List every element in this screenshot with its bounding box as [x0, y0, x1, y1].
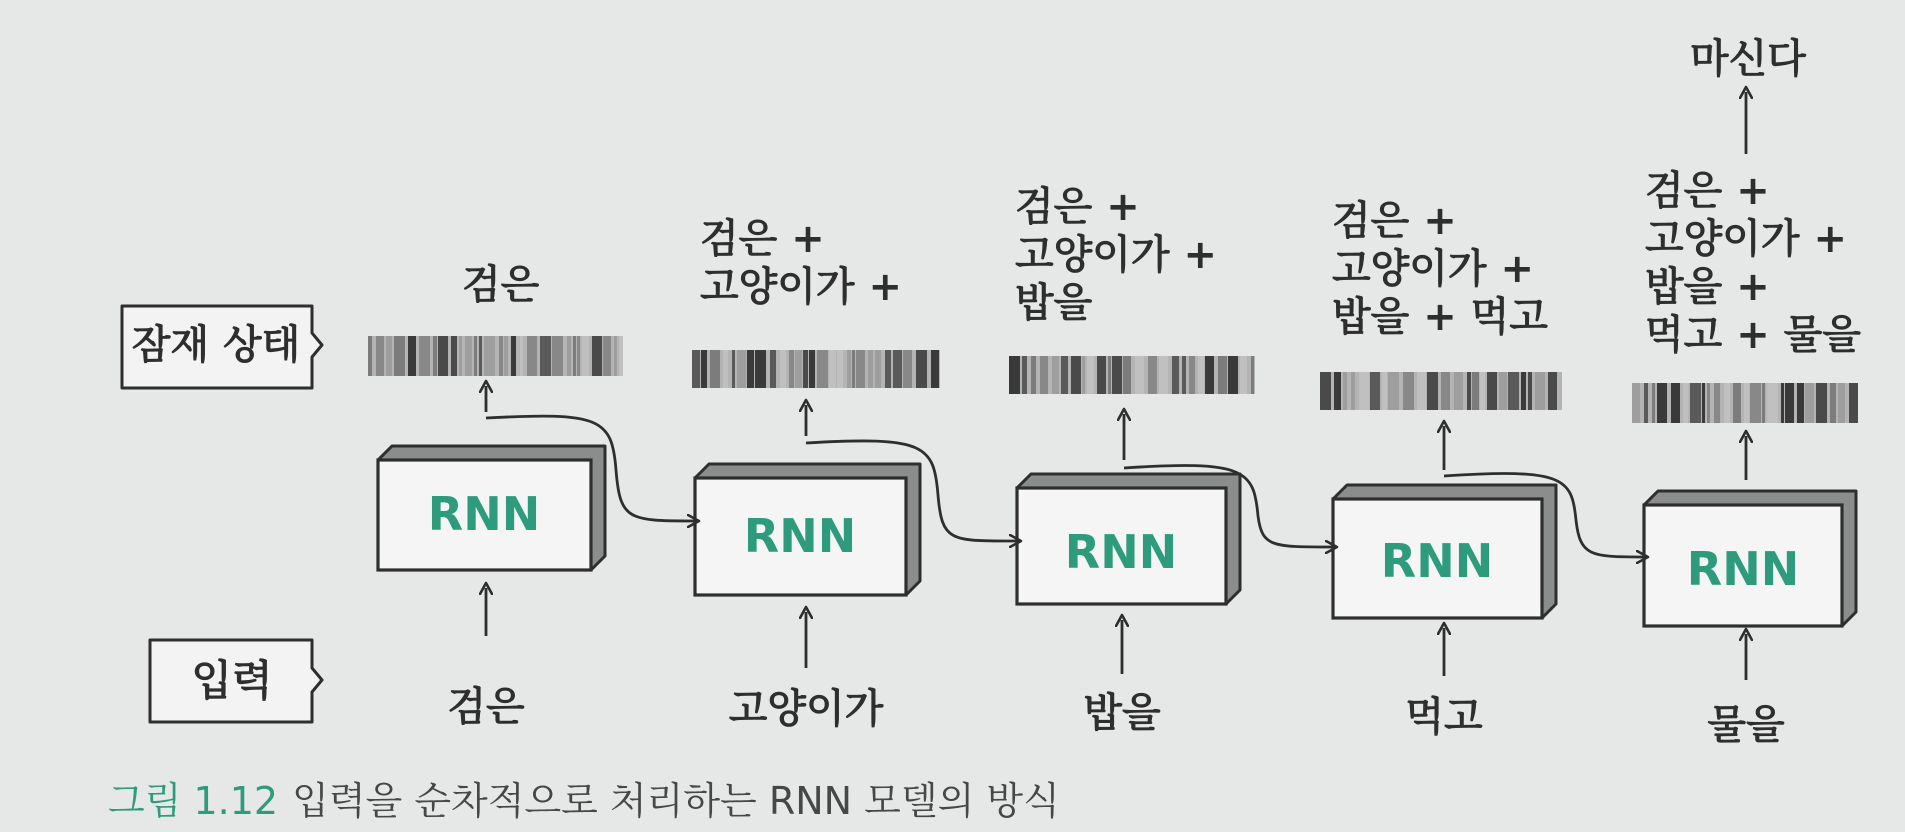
input-label	[150, 640, 322, 722]
rnn-label: RNN	[743, 509, 857, 563]
hidden-state-vector	[1632, 383, 1858, 423]
rnn-step	[368, 262, 623, 730]
rnn-step	[1632, 168, 1861, 748]
final-output-word: 마신다	[1690, 36, 1806, 82]
rnn-label: RNN	[427, 487, 541, 541]
hidden-state-text-line: 검은 +	[1645, 168, 1770, 214]
hidden-state-text-line: 고양이가 +	[1015, 232, 1218, 278]
rnn-step	[1009, 184, 1255, 736]
hidden-state-text-line: 밥을 +	[1645, 264, 1770, 310]
hidden-state-text-line: 고양이가 +	[1645, 216, 1848, 262]
rnn-label: RNN	[1380, 534, 1494, 588]
input-token: 검은	[447, 684, 525, 730]
hidden-state-text-line: 밥을 + 먹고	[1332, 294, 1548, 340]
rnn-cell	[1017, 474, 1240, 604]
hidden-state-vector	[368, 336, 623, 376]
rnn-step	[1320, 198, 1562, 740]
hidden-state-label	[122, 306, 322, 388]
hidden-state-text-line: 고양이가 +	[700, 264, 903, 310]
input-token: 밥을	[1083, 690, 1161, 736]
input-label-text: 입력	[191, 656, 273, 705]
hidden-state-vector	[1009, 356, 1255, 394]
rnn-cell	[378, 446, 605, 570]
hidden-state-text-line: 고양이가 +	[1332, 246, 1535, 292]
rnn-label: RNN	[1064, 525, 1178, 579]
hidden-state-text-line: 검은	[462, 262, 540, 308]
figure-number: 그림 1.12	[108, 779, 279, 823]
input-token: 물을	[1707, 702, 1785, 748]
hidden-state-vector	[1320, 372, 1562, 410]
hidden-state-text-line: 검은 +	[1015, 184, 1140, 230]
hidden-state-vector	[692, 350, 940, 388]
rnn-step	[692, 216, 940, 732]
rnn-cell	[1333, 485, 1556, 618]
hidden-state-text-line: 밥을	[1015, 280, 1093, 326]
rnn-cell	[1644, 491, 1856, 626]
rnn-label: RNN	[1686, 542, 1800, 596]
hidden-state-text-line: 검은 +	[700, 216, 825, 262]
figure-caption-text: 입력을 순차적으로 처리하는 RNN 모델의 방식	[292, 779, 1060, 823]
input-token: 고양이가	[728, 686, 884, 732]
figure-caption	[108, 770, 1808, 832]
rnn-cell	[695, 464, 920, 595]
hidden-state-text-line: 먹고 + 물을	[1645, 312, 1861, 358]
input-token: 먹고	[1405, 694, 1483, 740]
hidden-state-label-text: 잠재 상태	[131, 322, 301, 368]
hidden-state-text-line: 검은 +	[1332, 198, 1457, 244]
